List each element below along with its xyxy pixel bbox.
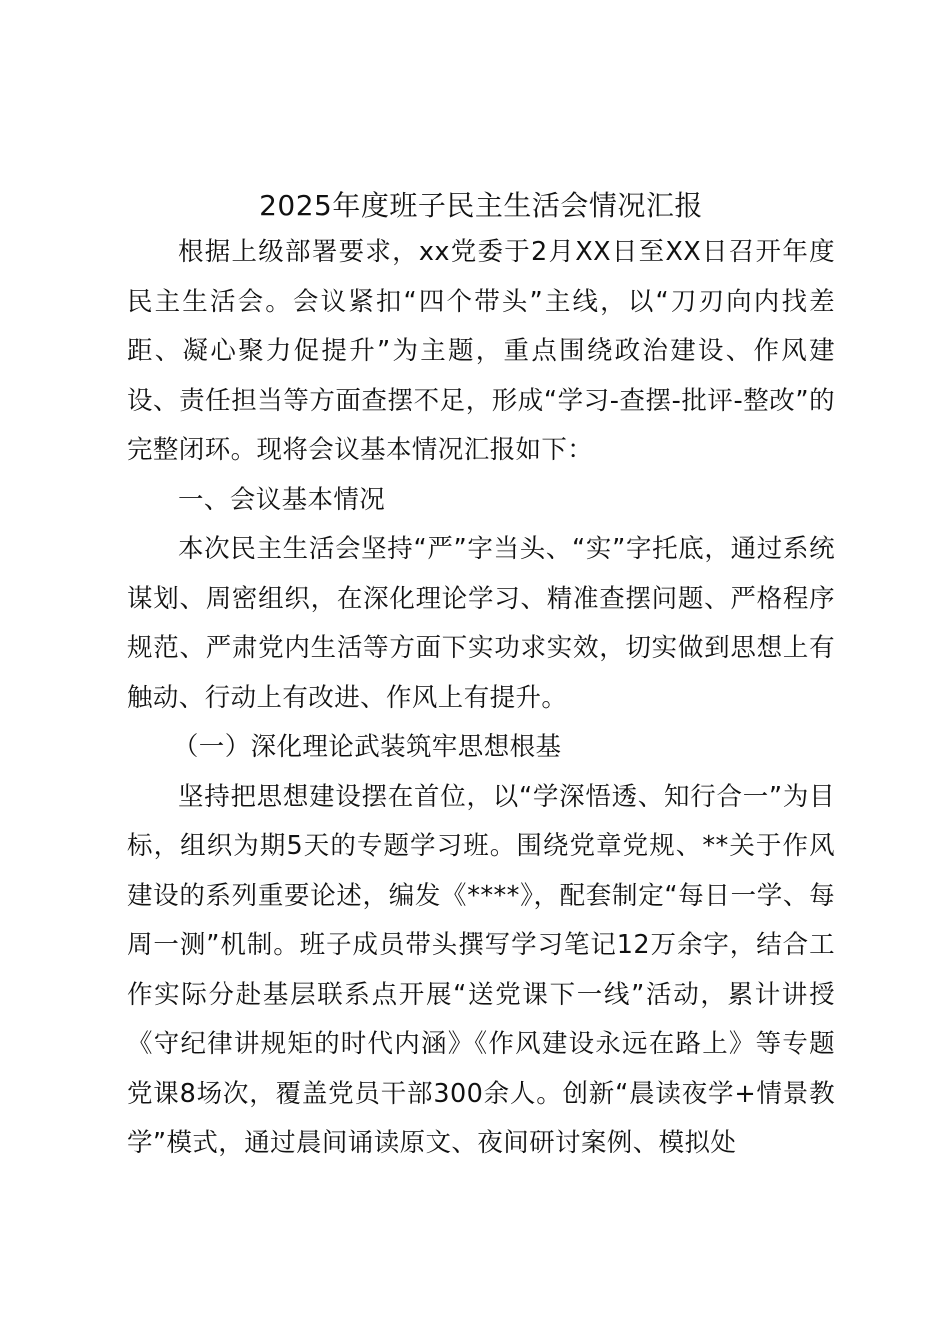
document-title: 2025年度班子民主生活会情况汇报: [259, 189, 703, 222]
section-heading-1: 一、会议基本情况: [178, 484, 386, 515]
document-body: [127, 183, 835, 1169]
section-1-paragraph: 本次民主生活会坚持“严”字当头、“实”字托底，通过系统谋划、周密组织，在深化理论学习、精准查摆问题、严格程序规范、严肃党内生活等方面下实功求实效，切实做到思想上有触动、行动上有改进、作风上有提升。: [127, 534, 835, 713]
intro-paragraph: 根据上级部署要求，xx党委于2月XX日至XX日召开年度民主生活会。会议紧扣“四个带头”主线，以“刀刃向内找差距、凝心聚力促提升”为主题，重点围绕政治建设、作风建设、责任担当等方面查摆不足，形成“学习-查摆-批评-整改”的完整闭环。现将会议基本情况汇报如下：: [127, 237, 835, 465]
subsection-1-paragraph: 坚持把思想建设摆在首位，以“学深悟透、知行合一”为目标，组织为期5天的专题学习班。围绕党章党规、**关于作风建设的系列重要论述，编发《****》，配套制定“每日一学、每周一测”机制。班子成员带头撰写学习笔记12万余字，结合工作实际分赴基层联系点开展“送党课下一线”活动，累计讲授《守纪律讲规矩的时代内涵》《作风建设永远在路上》等专题党课8场次，覆盖党员干部300余人。创新“晨读夜学+情景教学”模式，通过晨间诵读原文、夜间研讨案例、模拟处: [127, 781, 835, 1158]
subsection-heading-1: （一）深化理论武装筑牢思想根基: [172, 732, 562, 762]
